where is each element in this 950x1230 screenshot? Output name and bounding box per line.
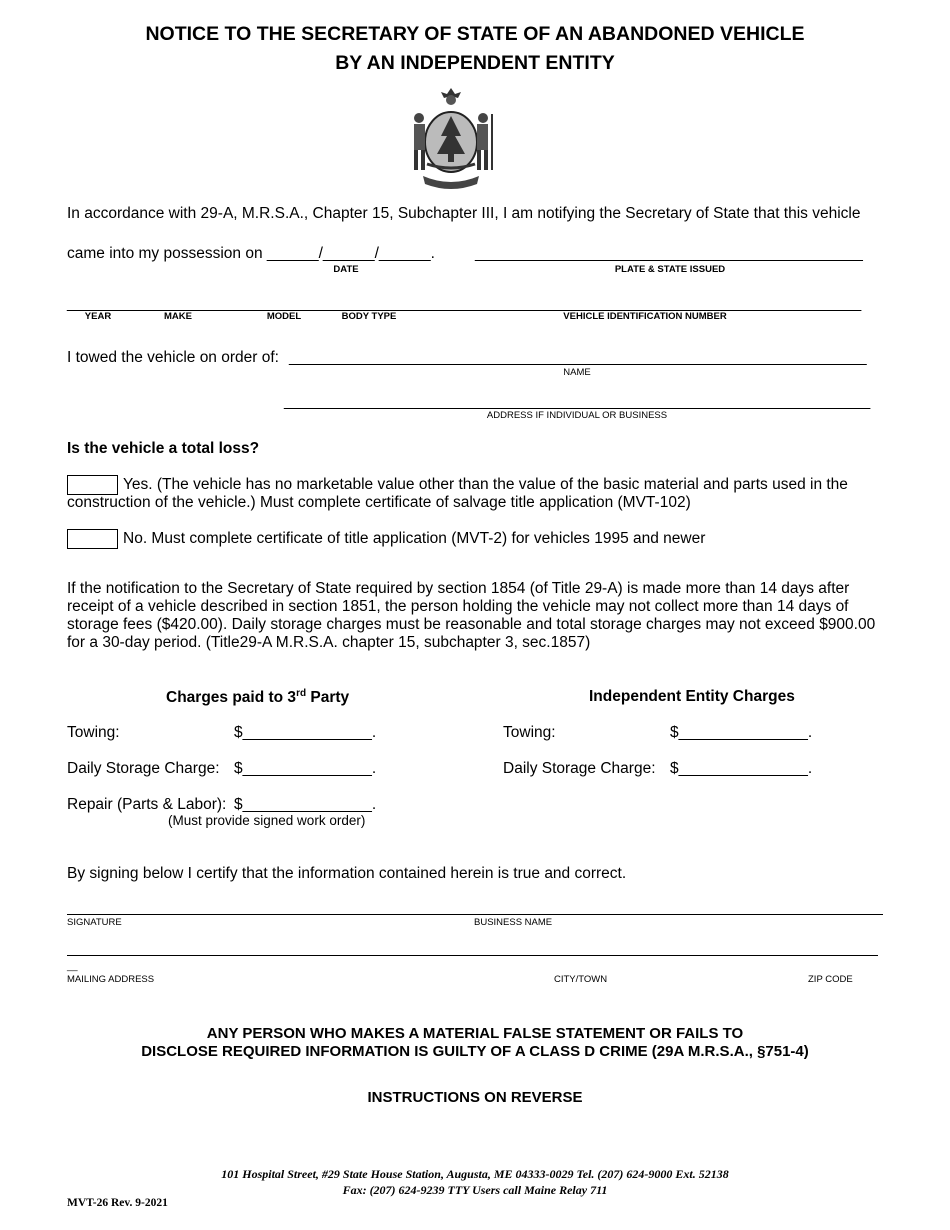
certify-text: By signing below I certify that the information contained herein is true and correct. xyxy=(67,865,627,882)
mailing-address-label: MAILING ADDRESS xyxy=(67,974,155,985)
independent-towing-field[interactable]: $_______________. xyxy=(670,724,813,741)
year-label: YEAR xyxy=(84,311,112,322)
mailing-address-line[interactable] xyxy=(67,955,878,956)
third-party-storage-field[interactable]: $_______________. xyxy=(234,760,377,777)
date-label: DATE xyxy=(333,264,359,275)
total-loss-question: Is the vehicle a total loss? xyxy=(67,440,260,457)
vin-label: VEHICLE IDENTIFICATION NUMBER xyxy=(563,311,727,322)
footer-fax: Fax: (207) 624-9239 TTY Users call Maine Relay 711 xyxy=(342,1183,608,1197)
independent-storage-label: Daily Storage Charge: xyxy=(503,760,656,777)
title-line-1: NOTICE TO THE SECRETARY OF STATE OF AN ABANDONED VEHICLE xyxy=(145,23,805,45)
intro-line-1: In accordance with 29-A, M.R.S.A., Chapter 15, Subchapter III, I am notifying the Secretary of State that this vehicle xyxy=(67,205,861,222)
repair-note: (Must provide signed work order) xyxy=(168,813,366,828)
business-name-line[interactable] xyxy=(473,914,883,915)
no-text: No. Must complete certificate of title application (MVT-2) for vehicles 1995 and newer xyxy=(123,530,706,547)
notice-line-2: receipt of a vehicle described in section 1851, the person holding the vehicle may not collect more than 14 days of xyxy=(67,598,849,615)
notice-line-3: storage fees ($420.00). Daily storage charges must be reasonable and total storage charges may not exceed $900.00 xyxy=(67,616,876,633)
form-number: MVT-26 Rev. 9-2021 xyxy=(67,1197,168,1209)
footer-address: 101 Hospital Street, #29 State House Station, Augusta, ME 04333-0029 Tel. (207) 624-9000 Ext. 52138 xyxy=(221,1167,729,1181)
zip-code-label: ZIP CODE xyxy=(808,974,853,985)
name-label: NAME xyxy=(563,367,591,378)
warning-line-1: ANY PERSON WHO MAKES A MATERIAL FALSE STATEMENT OR FAILS TO xyxy=(206,1025,744,1042)
warning-line-2: DISCLOSE REQUIRED INFORMATION IS GUILTY OF A CLASS D CRIME (29A M.R.S.A., §751-4) xyxy=(141,1043,809,1060)
signature-label: SIGNATURE xyxy=(67,917,122,928)
repair-label: Repair (Parts & Labor): xyxy=(67,796,227,813)
body-type-field[interactable]: _________ xyxy=(336,295,414,312)
yes-checkbox[interactable] xyxy=(67,475,118,495)
no-checkbox[interactable] xyxy=(67,529,118,549)
mailing-tick: __ xyxy=(67,961,78,972)
notice-line-1: If the notification to the Secretary of State required by section 1854 (of Title 29-A) is made more than 14 days after xyxy=(67,580,850,597)
make-field[interactable]: ____________ xyxy=(139,295,243,312)
towed-name-field[interactable]: ___________________________________________________________________ xyxy=(289,349,867,366)
model-field[interactable]: _____________ xyxy=(232,295,345,312)
notice-line-4: for a 30-day period. (Title29-A M.R.S.A. chapter 15, subchapter 3, sec.1857) xyxy=(67,634,591,651)
third-party-storage-label: Daily Storage Charge: xyxy=(67,760,220,777)
yes-text-line-1: Yes. (The vehicle has no marketable value other than the value of the basic material and parts used in the xyxy=(123,476,848,493)
possession-date-field[interactable]: came into my possession on ______/______/______. xyxy=(67,245,435,262)
year-field[interactable]: _________ xyxy=(67,295,145,312)
model-label: MODEL xyxy=(266,311,302,322)
third-party-towing-label: Towing: xyxy=(67,724,120,741)
repair-field[interactable]: $_______________. xyxy=(234,796,377,813)
independent-storage-field[interactable]: $_______________. xyxy=(670,760,813,777)
independent-heading: Independent Entity Charges xyxy=(589,688,795,705)
instructions-on-reverse: INSTRUCTIONS ON REVERSE xyxy=(367,1089,583,1106)
city-town-label: CITY/TOWN xyxy=(554,974,608,985)
state-seal-icon xyxy=(405,84,497,192)
plate-state-field[interactable]: _____________________________________________ xyxy=(475,245,863,262)
address-field[interactable]: ____________________________________________________________________ xyxy=(284,393,871,410)
business-name-label: BUSINESS NAME xyxy=(474,917,553,928)
vin-field[interactable]: ____________________________________________________ xyxy=(413,295,862,312)
signature-line[interactable] xyxy=(67,914,473,915)
make-label: MAKE xyxy=(164,311,192,322)
plate-label: PLATE & STATE ISSUED xyxy=(614,264,726,275)
address-label: ADDRESS IF INDIVIDUAL OR BUSINESS xyxy=(486,410,668,421)
third-party-towing-field[interactable]: $_______________. xyxy=(234,724,377,741)
body-type-label: BODY TYPE xyxy=(341,311,397,322)
third-party-heading: Charges paid to 3rd Party xyxy=(166,688,350,707)
yes-text-line-2: construction of the vehicle.) Must complete certificate of salvage title application (MVT-102) xyxy=(67,494,691,511)
independent-towing-label: Towing: xyxy=(503,724,556,741)
title-line-2: BY AN INDEPENDENT ENTITY xyxy=(335,52,615,74)
towed-order-text: I towed the vehicle on order of: xyxy=(67,349,279,366)
